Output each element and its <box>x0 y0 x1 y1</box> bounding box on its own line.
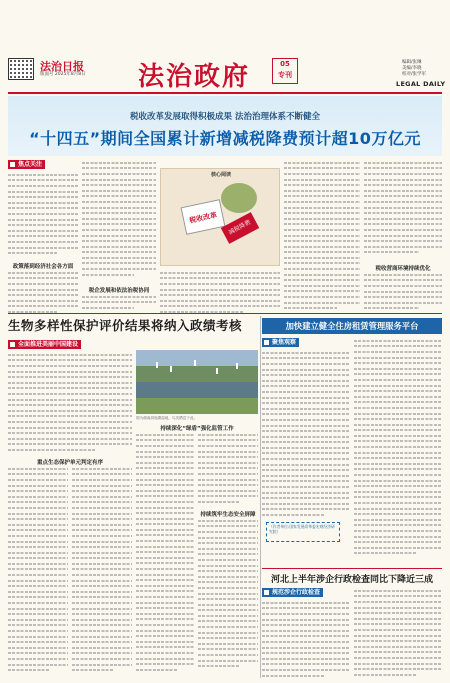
subhead: 政策落到经济社会各方面 <box>12 264 74 270</box>
bird-figure <box>170 366 172 372</box>
section-tag-focus: 焦点关注 <box>8 160 45 169</box>
column-divider <box>260 316 261 678</box>
article-column <box>198 518 258 678</box>
article-column <box>72 466 132 678</box>
subhead: 税企发展和依法治税协同 <box>88 288 150 294</box>
bird-figure <box>216 368 218 374</box>
article-column <box>354 338 442 566</box>
subhead: 重点生态保护单元判定有序 <box>36 460 103 466</box>
headline-title: “十四五”期间全国累计新增减税降费预计超10万亿元 <box>29 129 421 148</box>
section-tag-hebei: 规范涉企行政检查 <box>262 588 323 597</box>
subhead: 持续筑牢生态安全屏障 <box>200 512 256 518</box>
brand-sub: 版面号 2025年8月8日 <box>40 72 86 77</box>
wetland-photo <box>136 350 258 414</box>
editor-info: 编辑/张琳 美编/李晓 校对/张学军 <box>402 60 427 77</box>
header-rule <box>8 92 442 94</box>
article-column <box>8 466 68 678</box>
article-column <box>82 294 156 314</box>
section-tag-bio: 全面推进美丽中国建设 <box>8 340 81 349</box>
article-column <box>160 270 280 314</box>
article-column <box>284 160 360 314</box>
tax-book-illustration: 税收改革 <box>181 199 226 235</box>
article-column <box>364 160 442 260</box>
section-divider <box>8 313 442 314</box>
key-reading-label: 核心阅读 <box>210 172 231 178</box>
article-column <box>8 352 132 454</box>
article-column <box>8 172 78 260</box>
subhead: 税收营商环境持续优化 <box>375 266 431 272</box>
article-column <box>262 350 350 520</box>
tax-cut-ribbon: 减税降费 <box>221 212 259 244</box>
legal-daily-label: LEGAL DAILY <box>396 80 446 88</box>
tax-illustration <box>160 168 280 266</box>
author-note: （作者单位:国家发展改革委宏观经济研究院） <box>266 522 340 542</box>
masthead <box>0 0 450 92</box>
article-column <box>82 160 156 282</box>
section-tag-observe: 聚焦观察 <box>262 338 299 347</box>
bird-figure <box>194 360 196 366</box>
article-column <box>198 432 258 508</box>
rental-article-title: 加快建立健全住房租赁管理服务平台 <box>262 318 442 334</box>
headline-subtitle: 税收改革发展取得积极成果 法治治理体系不断健全 <box>130 112 320 122</box>
photo-caption: 图为湖南洞庭湖湿地，鸟类栖息于此。 <box>136 416 198 420</box>
brand-logo: 法治日报 <box>40 60 84 73</box>
page-title: 法治政府 <box>138 62 251 92</box>
bio-article-title: 生物多样性保护评价结果将纳入政绩考核 <box>8 318 243 333</box>
section-divider <box>262 568 442 569</box>
bird-figure <box>156 362 158 368</box>
bird-figure <box>236 363 238 369</box>
subhead: 持续深化“绿盾”强化监管工作 <box>160 426 234 432</box>
qr-code-icon <box>8 58 34 80</box>
article-column <box>262 600 350 678</box>
article-column <box>8 270 78 314</box>
hebei-article-title: 河北上半年涉企行政检查同比下降近三成 <box>270 575 433 585</box>
article-column <box>354 588 442 678</box>
tree-illustration <box>221 183 257 213</box>
article-column <box>364 272 442 314</box>
headline-banner <box>8 96 442 156</box>
issue-badge: 05 专刊 <box>272 58 298 84</box>
article-column <box>136 432 194 678</box>
